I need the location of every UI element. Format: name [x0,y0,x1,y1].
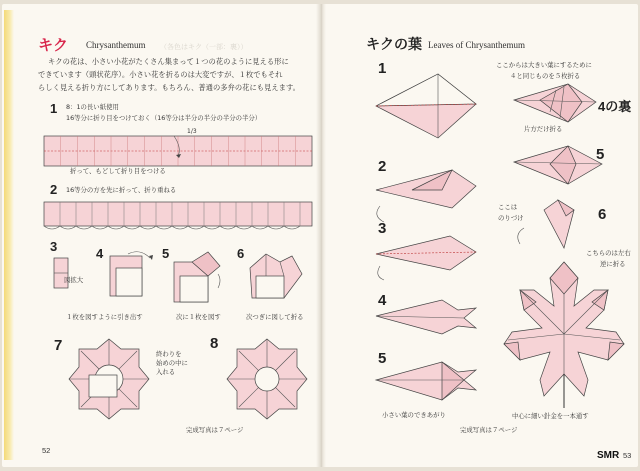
step1-paper-note: 8：1の長い紙使用 [66,103,119,111]
step3-caption: 図拡大 [64,276,84,284]
page-subtitle-right: Leaves of Chrysanthemum [428,40,525,50]
page-number-right: 53 [623,451,632,460]
step-number: 1 [50,101,58,116]
step5-caption: 次に１枚を図す [176,313,221,321]
step2-instruction: 16等分の方を先に折って、折り重ねる [66,186,177,194]
leaf-step2-diagram [372,160,484,226]
step-number: 4 [378,292,387,309]
page-subtitle-left: Chrysanthemum [86,40,146,50]
note-top-line-2: ４と同じものを５枚折る [510,72,581,80]
page-number-left: 52 [42,446,51,455]
leaf-step5-diagram [372,352,484,408]
bleed-through-text: （各色はキク（一部：裏）） [160,43,248,51]
leaf-step6-diagram [514,196,598,252]
step8-rosette [224,336,310,422]
assembled-leaf-diagram [498,256,630,412]
step-number: 5 [378,350,387,367]
intro-line-1: キクの花は、小さい小花がたくさん集まって１つの花のように見える形に [48,57,289,66]
reverse-note-line-1: こちらのは左右 [586,249,631,257]
book-gutter [316,4,326,467]
step-number: 1 [378,60,387,77]
step-number: 3 [378,220,387,237]
step-number: 5 [162,246,170,261]
step-number: 2 [50,182,58,197]
intro-line-3: らしく見える折り方にしてあります。もちろん、普通の多弁の花にも見えます。 [38,83,300,92]
photo-reference-left: 完成写真は７ページ [186,426,244,434]
glue-note-line-1: ここは [498,203,518,211]
step1-caption: 折って、もどして折り目をつける [70,167,166,175]
intro-line-2: できています（頭状花序）。小さい花を折るのは大変ですが、１枚でもそれ [38,70,283,79]
leaf-step1-diagram [372,70,482,150]
assembly-note: 中心に細い針金を一本通す [512,412,589,420]
step-number: 8 [210,335,219,352]
step-number: 5 [596,146,605,163]
step4-diagram [108,248,156,306]
note-top-line-1: ここからは大きい葉にするために [496,61,592,69]
step-number: 2 [378,158,387,175]
photo-reference-right: 完成写真は７ページ [460,426,518,434]
leaf-step4-diagram [372,296,484,346]
reverse-note-line-2: 逆に折る [600,260,626,268]
step6-caption: 次つぎに図して折る [246,313,304,321]
step-number: 6 [237,246,245,261]
third-mark: 1/3 [187,128,197,135]
step7-caption: 終わりを 始めの中に 入れる [156,350,188,376]
glue-note-line-2: のりづけ [498,214,524,222]
step2-pleated-strip [44,198,314,238]
leaf-step5-right [510,140,610,190]
page-title-left: キク [38,36,69,54]
step4-back-label: 4の裏 [598,99,632,114]
step4-caption: １枚を図すように引き出す [66,313,143,321]
step-number: 3 [50,239,58,254]
step5-diagram [170,252,230,306]
step-number: 4 [96,246,104,261]
step1-instruction: 16等分に折り目をつけておく（16等分は半分の半分の半分の半分） [66,114,262,122]
fold-one-side-note: 片方だけ折る [524,125,563,133]
step6-diagram [246,250,306,306]
watermark-smr: SMR [597,450,620,461]
step-number: 7 [54,337,63,354]
leaf-step3-diagram [372,228,484,288]
small-leaf-caption: 小さい葉のできあがり [382,411,446,419]
page-title-right: キクの葉 [366,37,422,53]
step-number: 6 [598,206,607,223]
step7-rosette [66,336,152,422]
page-edge-decoration [4,10,14,460]
